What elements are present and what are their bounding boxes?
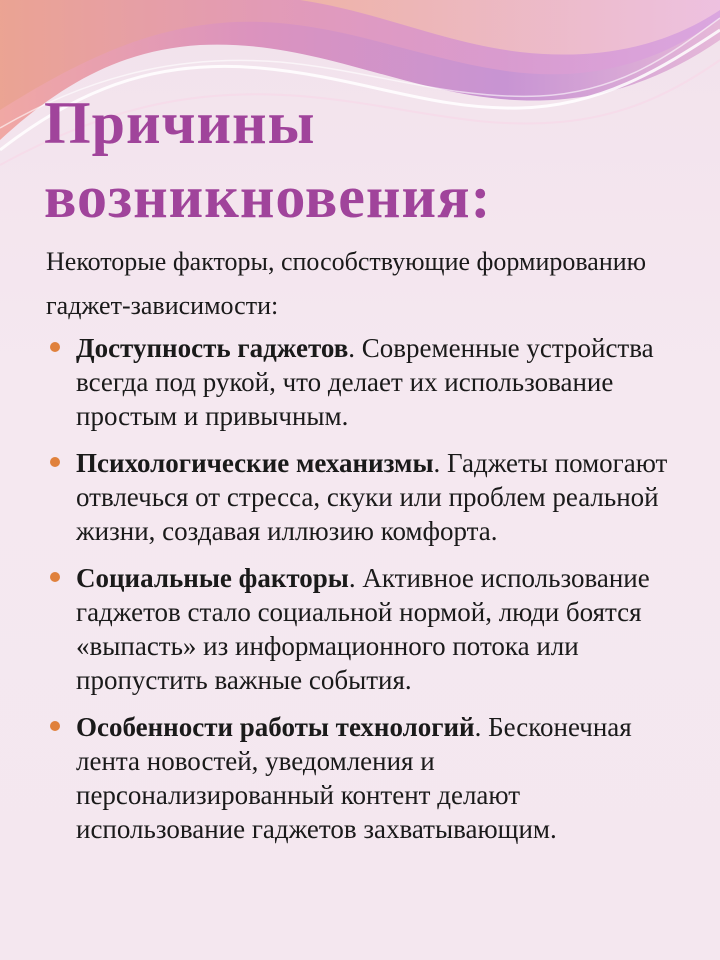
bullet-dot-icon: [50, 721, 60, 731]
bullet-dot-icon: [50, 342, 60, 352]
title-line-1: Причины: [44, 90, 316, 156]
title-line-2: возникновения:: [44, 164, 492, 230]
list-item-availability: [44, 331, 684, 433]
bullet-dot-icon: [50, 457, 60, 467]
bullet-dot-icon: [50, 572, 60, 582]
bullet-text: . Гаджеты помогают отвлечься от стресса, скуки или проблем реальной жизни, создавая иллюзию комфорта.: [76, 448, 668, 546]
bullet-term: Доступность гаджетов: [76, 333, 349, 363]
bullet-text: . Активное использование гаджетов стало социальной нормой, люди боятся «выпасть» из информационного потока или пропустить важные события.: [76, 563, 650, 695]
slide-title: [44, 86, 492, 234]
list-item-technology: [44, 710, 684, 846]
list-item-psychological: [44, 446, 684, 548]
bullet-term: Психологические механизмы: [76, 448, 434, 478]
bullet-text: . Современные устройства всегда под рукой, что делает их использование простым и привычным.: [76, 333, 654, 431]
bullet-text: . Бесконечная лента новостей, уведомления и персонализированный контент делают использование гаджетов захватывающим.: [76, 712, 632, 844]
bullet-term: Особенности работы технологий: [76, 712, 475, 742]
bullet-term: Социальные факторы: [76, 563, 349, 593]
intro-text: Некоторые факторы, способствующие формированию гаджет-зависимости:: [46, 247, 647, 320]
factor-list: [44, 331, 684, 859]
list-item-social: [44, 561, 684, 697]
